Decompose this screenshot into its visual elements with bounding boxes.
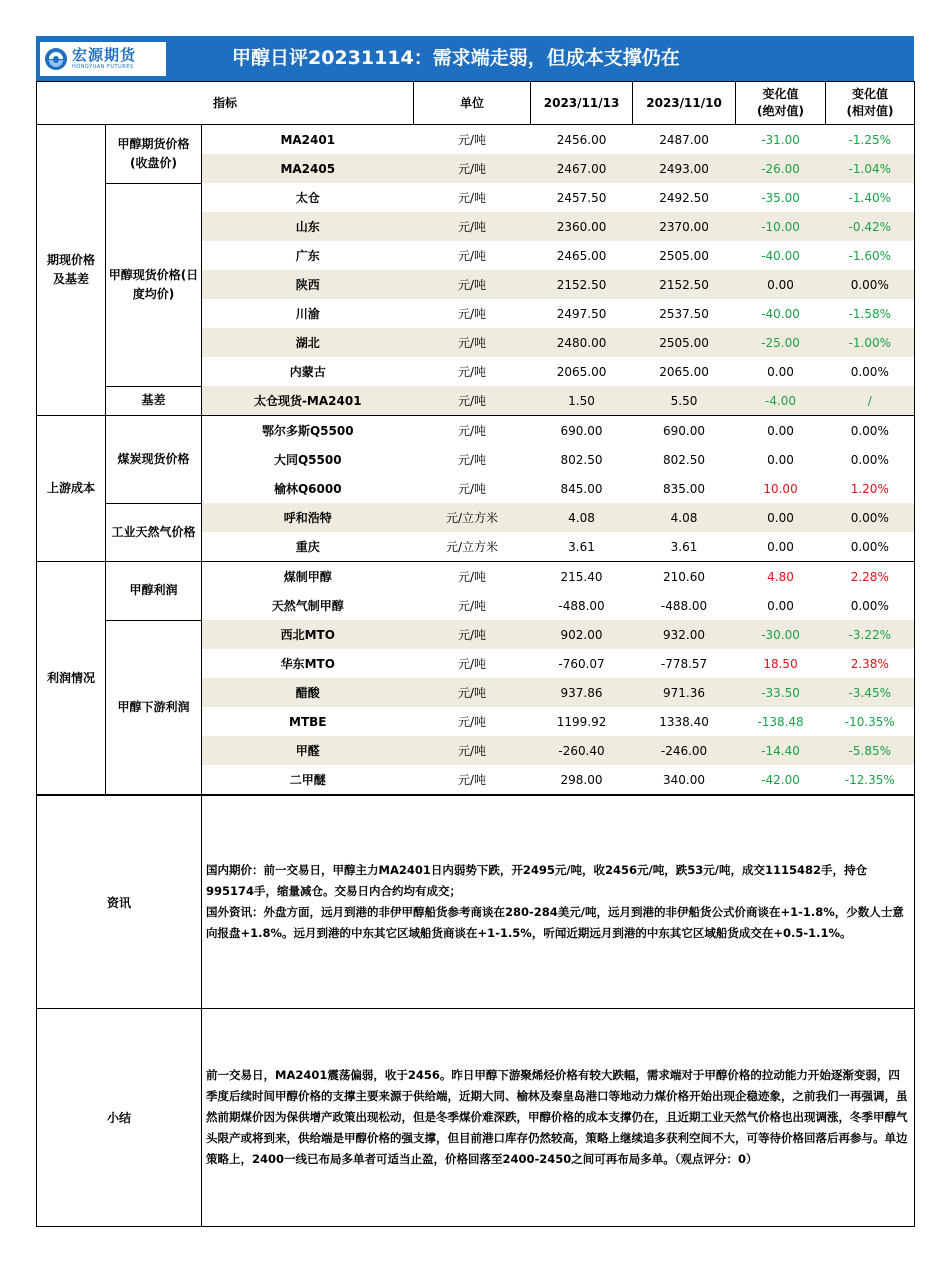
- indicator-name: 广东: [202, 241, 414, 270]
- abs-change: 0.00: [767, 423, 794, 438]
- value-date-2: 2505.00: [659, 248, 709, 263]
- abs-change: -14.40: [736, 736, 826, 765]
- group-price-basis-label: 期现价格及基差: [46, 253, 95, 286]
- unit-cell: 元/吨: [458, 365, 487, 379]
- abs-change: -4.00: [736, 386, 826, 416]
- indicator-name: 陕西: [202, 270, 414, 299]
- value-date-1: -488.00: [558, 598, 605, 613]
- indicator-name: 重庆: [202, 532, 414, 562]
- table-row: [37, 562, 915, 592]
- col-abs-change: [736, 82, 826, 125]
- rel-change: -10.35%: [826, 707, 915, 736]
- unit-cell: 元/吨: [414, 386, 531, 416]
- subgroup-spot-label: 甲醇现货价格(日度均价): [108, 267, 199, 301]
- news-content: [202, 796, 915, 1009]
- subgroup-futures-label: 甲醇期货价格(收盘价): [117, 136, 190, 170]
- unit-cell: 元/吨: [414, 212, 531, 241]
- rel-change: -1.60%: [826, 241, 915, 270]
- rel-change: -3.45%: [826, 678, 915, 707]
- col-rel-change-line1: 变化值: [852, 87, 889, 101]
- abs-change: -31.00: [761, 132, 800, 147]
- value-date-1: 3.61: [531, 532, 633, 562]
- unit-cell: 元/立方米: [414, 532, 531, 562]
- unit-cell: 元/吨: [414, 765, 531, 795]
- abs-change: -30.00: [736, 620, 826, 649]
- col-abs-change-line1: 变化值: [762, 87, 799, 101]
- col-date-1: 2023/11/13: [531, 82, 633, 125]
- unit-cell: 元/吨: [458, 715, 487, 729]
- rel-change: 0.00%: [826, 270, 915, 299]
- subgroup-basis: 基差: [106, 386, 202, 416]
- commentary-table: [36, 795, 915, 1227]
- value-date-2: 210.60: [663, 569, 706, 584]
- table-row: [37, 503, 915, 532]
- value-date-2: 2492.50: [659, 190, 709, 205]
- indicator-name: 呼和浩特: [202, 503, 414, 532]
- abs-change: -40.00: [761, 248, 800, 263]
- unit-cell: 元/吨: [458, 424, 487, 438]
- report-header: [36, 36, 914, 81]
- value-date-2: 2505.00: [633, 328, 736, 357]
- table-row: [37, 620, 915, 649]
- col-rel-change: [826, 82, 915, 125]
- hongyuan-logo-icon: [44, 47, 68, 71]
- unit-cell: 元/吨: [414, 154, 531, 183]
- table-row: [37, 416, 915, 446]
- rel-change: -3.22%: [826, 620, 915, 649]
- rel-change: 1.20%: [826, 474, 915, 503]
- indicator-name: 湖北: [202, 328, 414, 357]
- indicator-name: 内蒙古: [202, 357, 414, 386]
- indicator-name: 榆林Q6000: [202, 474, 414, 503]
- abs-change: 4.80: [767, 569, 794, 584]
- unit-cell: 元/吨: [458, 307, 487, 321]
- value-date-2: 1338.40: [659, 714, 709, 729]
- value-date-1: 2152.50: [531, 270, 633, 299]
- indicator-name: 二甲醚: [202, 765, 414, 795]
- value-date-2: 4.08: [633, 503, 736, 532]
- subgroup-downstream: 甲醇下游利润: [106, 620, 202, 795]
- value-date-2: 835.00: [663, 481, 706, 496]
- value-date-2: 3.61: [633, 532, 736, 562]
- subgroup-spot: [106, 183, 202, 386]
- abs-change: 0.00: [736, 532, 826, 562]
- value-date-2: 2487.00: [659, 132, 709, 147]
- value-date-2: -246.00: [633, 736, 736, 765]
- indicator-name: 太仓: [202, 183, 414, 212]
- col-unit: 单位: [414, 82, 531, 125]
- indicator-name: 煤制甲醇: [202, 562, 414, 592]
- unit-cell: 元/吨: [414, 270, 531, 299]
- abs-change: -33.50: [736, 678, 826, 707]
- value-date-1: 1199.92: [556, 714, 607, 729]
- value-date-2: 340.00: [633, 765, 736, 795]
- summary-label: 小结: [37, 1009, 202, 1227]
- news-line-domestic: 国内期价：前一交易日，甲醇主力MA2401日内弱势下跌，开2495元/吨，收2456元/吨，跌53元/吨，成交1115482手，持仓995174手，缩量减仓。交易日内合约均有成交；: [206, 863, 867, 898]
- indicator-name: 甲醛: [202, 736, 414, 765]
- unit-cell: 元/吨: [458, 249, 487, 263]
- rel-change: -1.04%: [826, 154, 915, 183]
- indicator-table: [36, 81, 915, 795]
- indicator-name: 大同Q5500: [202, 445, 414, 474]
- abs-change: 0.00: [767, 598, 794, 613]
- rel-change: 0.00%: [826, 445, 915, 474]
- abs-change: -35.00: [761, 190, 800, 205]
- abs-change: -26.00: [736, 154, 826, 183]
- value-date-2: 2370.00: [633, 212, 736, 241]
- rel-change: -12.35%: [826, 765, 915, 795]
- value-date-1: 690.00: [560, 423, 603, 438]
- value-date-2: 2065.00: [659, 364, 709, 379]
- subgroup-coal: 煤炭现货价格: [106, 416, 202, 504]
- indicator-name: 川渝: [202, 299, 414, 328]
- indicator-name: 西北MTO: [202, 620, 414, 649]
- unit-cell: 元/吨: [458, 570, 487, 584]
- table-row: [37, 125, 915, 155]
- value-date-1: 802.50: [560, 452, 603, 467]
- value-date-2: 2537.50: [659, 306, 709, 321]
- rel-change: -1.00%: [826, 328, 915, 357]
- col-indicator: 指标: [37, 82, 414, 125]
- indicator-name: MA2401: [202, 125, 414, 155]
- rel-change: 0.00%: [826, 532, 915, 562]
- abs-change: -138.48: [757, 714, 804, 729]
- unit-cell: 元/吨: [458, 599, 487, 613]
- group-price-basis: [37, 125, 106, 416]
- abs-change: -42.00: [736, 765, 826, 795]
- abs-change: 0.00: [767, 452, 794, 467]
- abs-change: -10.00: [736, 212, 826, 241]
- abs-change: -40.00: [761, 306, 800, 321]
- unit-cell: 元/立方米: [414, 503, 531, 532]
- news-row: [37, 796, 915, 1009]
- value-date-1: 2465.00: [556, 248, 607, 263]
- abs-change: 10.00: [763, 481, 798, 496]
- unit-cell: 元/吨: [414, 620, 531, 649]
- value-date-1: 2360.00: [531, 212, 633, 241]
- logo-name: 宏源期货: [72, 45, 137, 64]
- value-date-2: 5.50: [633, 386, 736, 416]
- value-date-1: 2457.50: [556, 190, 607, 205]
- summary-content: 前一交易日，MA2401震荡偏弱，收于2456。昨日甲醇下游聚烯烃价格有较大跌幅，需求端对于甲醇价格的拉动能力开始逐渐变弱，四季度后续时间甲醇价格的支撑主要来源于供给端，近期大同、榆林及秦皇岛港口等地动力煤价格开始出现企稳迹象，之前我们一再强调，虽然前期煤价因为保供增产政策出现松动，但是冬季煤价难深跌，甲醇价格的成本支撑仍在，且近期工业天然气价格也出现调涨，冬季甲醇气头限产或将到来，供给端是甲醇价格的强支撑，但目前港口库存仍然较高，策略上继续追多获利空间不大，可等待价格回落后再参与。单边策略上，2400一线已布局多单者可适当止盈，价格回落至2400-2450之间可再布局多单。（观点评分：0）: [202, 1009, 915, 1227]
- abs-change: 18.50: [763, 656, 798, 671]
- table-header-row: [37, 82, 915, 125]
- abs-change: 0.00: [736, 270, 826, 299]
- rel-change: 0.00%: [826, 591, 915, 620]
- report-sheet: [36, 36, 914, 1227]
- rel-change: -1.58%: [826, 299, 915, 328]
- table-row: [37, 183, 915, 212]
- value-date-1: 2065.00: [556, 364, 607, 379]
- report-title: 甲醇日评20231114：需求端走弱，但成本支撑仍在: [232, 47, 680, 69]
- rel-change: 0.00%: [826, 357, 915, 386]
- col-abs-change-line2: (绝对值): [757, 104, 805, 118]
- value-date-1: 298.00: [531, 765, 633, 795]
- summary-row: [37, 1009, 915, 1227]
- unit-cell: 元/吨: [458, 191, 487, 205]
- indicator-name: 鄂尔多斯Q5500: [202, 416, 414, 446]
- rel-change: /: [826, 386, 915, 416]
- company-logo: [40, 42, 166, 76]
- value-date-2: 690.00: [663, 423, 706, 438]
- value-date-1: 2467.00: [531, 154, 633, 183]
- rel-change: -1.40%: [826, 183, 915, 212]
- rel-change: 2.38%: [826, 649, 915, 678]
- indicator-name: 太仓现货-MA2401: [202, 386, 414, 416]
- logo-subtext: HONGYUAN FUTURES: [72, 63, 134, 70]
- value-date-1: 937.86: [531, 678, 633, 707]
- abs-change: 0.00: [736, 503, 826, 532]
- value-date-2: 802.50: [663, 452, 706, 467]
- col-rel-change-line2: (相对值): [846, 104, 894, 118]
- news-line-overseas: 国外资讯：外盘方面，远月到港的非伊甲醇船货参考商谈在280-284美元/吨，远月到港的非伊船货公式价商谈在+1-1.8%，少数人士意向报盘+1.8%。远月到港的中东其它区域船货商谈在+1-1.5%，听闻近期远月到港的中东其它区域船货成交在+0.5-1.1%。: [206, 905, 904, 940]
- news-label: 资讯: [37, 796, 202, 1009]
- group-profit: 利润情况: [37, 562, 106, 795]
- rel-change: -5.85%: [826, 736, 915, 765]
- subgroup-profit: 甲醇利润: [106, 562, 202, 621]
- rel-change: -0.42%: [826, 212, 915, 241]
- value-date-2: 932.00: [633, 620, 736, 649]
- table-row: [37, 386, 915, 416]
- rel-change: -1.25%: [826, 125, 915, 155]
- value-date-2: 2152.50: [633, 270, 736, 299]
- value-date-1: 845.00: [560, 481, 603, 496]
- unit-cell: 元/吨: [414, 328, 531, 357]
- value-date-1: 2497.50: [556, 306, 607, 321]
- logo-text: [72, 45, 137, 70]
- unit-cell: 元/吨: [458, 453, 487, 467]
- value-date-1: 4.08: [531, 503, 633, 532]
- value-date-2: -778.57: [660, 656, 708, 671]
- value-date-2: -488.00: [660, 598, 708, 613]
- col-date-2: 2023/11/10: [633, 82, 736, 125]
- unit-cell: 元/吨: [458, 657, 487, 671]
- value-date-1: -260.40: [531, 736, 633, 765]
- subgroup-futures: [106, 125, 202, 184]
- abs-change: 0.00: [767, 364, 794, 379]
- indicator-name: 天然气制甲醇: [202, 591, 414, 620]
- rel-change: 0.00%: [826, 503, 915, 532]
- subgroup-gas: 工业天然气价格: [106, 503, 202, 562]
- value-date-2: 2493.00: [633, 154, 736, 183]
- value-date-1: -760.07: [558, 656, 605, 671]
- value-date-2: 971.36: [633, 678, 736, 707]
- unit-cell: 元/吨: [414, 678, 531, 707]
- value-date-1: 902.00: [531, 620, 633, 649]
- value-date-1: 2456.00: [556, 132, 607, 147]
- rel-change: 2.28%: [826, 562, 915, 592]
- indicator-name: MTBE: [202, 707, 414, 736]
- indicator-name: 华东MTO: [202, 649, 414, 678]
- unit-cell: 元/吨: [414, 736, 531, 765]
- value-date-1: 1.50: [531, 386, 633, 416]
- indicator-name: 醋酸: [202, 678, 414, 707]
- group-upstream-cost: 上游成本: [37, 416, 106, 562]
- unit-cell: 元/吨: [458, 133, 487, 147]
- indicator-name: 山东: [202, 212, 414, 241]
- value-date-1: 215.40: [560, 569, 603, 584]
- abs-change: -25.00: [736, 328, 826, 357]
- value-date-1: 2480.00: [531, 328, 633, 357]
- indicator-name: MA2405: [202, 154, 414, 183]
- unit-cell: 元/吨: [458, 482, 487, 496]
- rel-change: 0.00%: [826, 416, 915, 446]
